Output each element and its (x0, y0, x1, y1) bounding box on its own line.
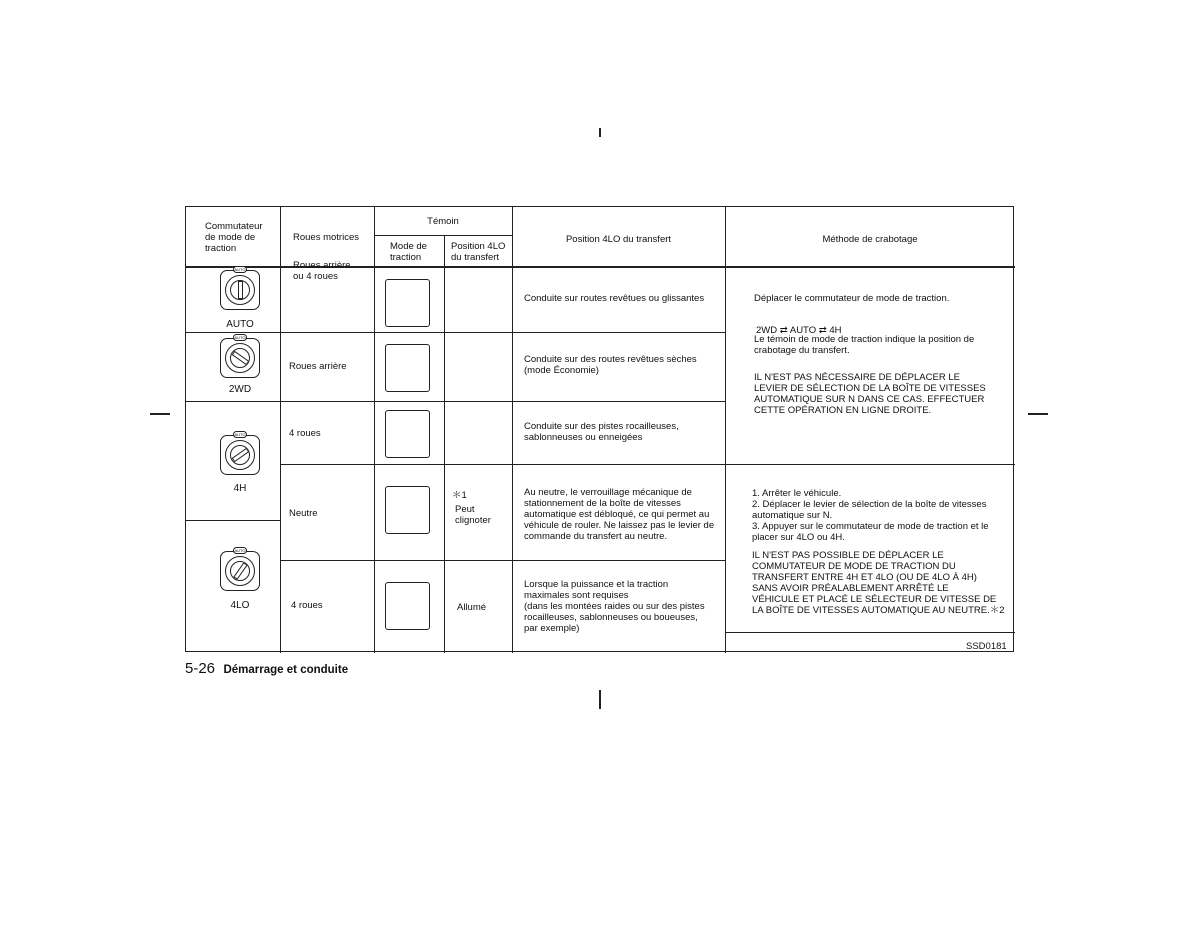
method-top-line1: Déplacer le commutateur de mode de traction. (754, 293, 950, 304)
switch-label-auto: AUTO (226, 319, 254, 330)
header-indicator: Témoin (427, 216, 459, 227)
switch-label-2wd: 2WD (228, 384, 252, 395)
wheels-row-1: Roues arrière ou 4 roues (293, 260, 351, 282)
drivetrain-indicator-icon (385, 486, 430, 534)
indicator-4lo-star: ＊1 (452, 490, 467, 501)
wheels-row-2: Roues arrière (289, 361, 347, 372)
position-row-2: Conduite sur des routes revêtues sèches (mode Économie) (524, 354, 697, 376)
crop-mark-bottom (599, 690, 601, 709)
crop-mark-right (1028, 413, 1048, 415)
wheels-row-3: 4 roues (289, 428, 321, 439)
switch-label-4h: 4H (233, 483, 247, 494)
figure-code: SSD0181 (966, 641, 1007, 652)
header-indicator-mode: Mode de traction (390, 241, 427, 263)
crop-mark-top (599, 128, 601, 137)
header-indicator-4lo: Position 4LO du transfert (451, 241, 506, 263)
footnote-star: ＊2 (989, 605, 1005, 616)
method-top-sequence: 2WD ⇄ AUTO ⇄ 4H (756, 325, 842, 336)
wheels-row-5: 4 roues (291, 600, 323, 611)
wheels-row-4: Neutre (289, 508, 318, 519)
drivetrain-indicator-icon (385, 344, 430, 392)
indicator-4lo-row-5: Allumé (457, 602, 487, 613)
traction-mode-table (185, 206, 1014, 652)
method-bottom-steps: 1. Arrêter le véhicule. 2. Déplacer le levier de sélection de la boîte de vitesses automatique sur N. 3. Appuyer sur le commutateur de mode de traction et le placer sur 4LO ou 4H. (752, 488, 989, 543)
header-wheels: Roues motrices (293, 232, 359, 243)
drivetrain-indicator-icon (385, 279, 430, 327)
switch-arrows-icon: ⇄ (779, 325, 788, 336)
page-footer (185, 660, 348, 678)
drive-mode-switch-icon: AUTO (220, 551, 260, 591)
indicator-4lo-row-4: Peut clignoter (455, 504, 491, 526)
crop-mark-left (150, 413, 170, 415)
drive-mode-switch-icon: AUTO (220, 435, 260, 475)
drivetrain-indicator-icon (385, 410, 430, 458)
method-bottom-caps: IL N'EST PAS POSSIBLE DE DÉPLACER LE COMMUTATEUR DE MODE DE TRACTION DU TRANSFERT ENTRE 4H ET 4LO (OU DE 4LO À 4H) SANS AVOIR PRÉALABLEMENT ARRÊTÉ LE VÉHICULE ET PLACÉ LE SÉLECTEUR DE VITESSE DE LA BOÎTE DE VITESSES AUTOMATIQUE AU NEUTRE.＊2 (752, 550, 1005, 616)
drivetrain-indicator-icon (385, 582, 430, 630)
position-row-5: Lorsque la puissance et la traction maximales sont requises (dans les montées raides ou sur des pistes rocailleuses, sablonneuses ou boueuses, par exemple) (524, 579, 705, 634)
position-row-4: Au neutre, le verrouillage mécanique de stationnement de la boîte de vitesses automatique est débloqué, ce qui permet au véhicule de rouler. Ne laissez pas le levier de commande du transfert au neutre. (524, 487, 715, 542)
method-top-para: Le témoin de mode de traction indique la position de crabotage du transfert. (754, 334, 975, 356)
header-switch: Commutateur de mode de traction (205, 221, 263, 254)
position-row-1: Conduite sur routes revêtues ou glissantes (524, 293, 705, 304)
header-4lo-position: Position 4LO du transfert (565, 234, 672, 245)
method-top-caps: IL N'EST PAS NÉCESSAIRE DE DÉPLACER LE LEVIER DE SÉLECTION DE LA BOÎTE DE VITESSES AUTOMATIQUE SUR N DANS CE CAS. EFFECTUER CETTE OPÉRATION EN LIGNE DROITE. (754, 372, 986, 416)
section-title: Démarrage et conduite (223, 664, 349, 676)
switch-arrows-icon: ⇄ (818, 325, 827, 336)
switch-label-4lo: 4LO (230, 600, 250, 611)
drive-mode-switch-icon: AUTO (220, 270, 260, 310)
header-method: Méthode de crabotage (822, 234, 918, 245)
drive-mode-switch-icon: AUTO (220, 338, 260, 378)
position-row-3: Conduite sur des pistes rocailleuses, sablonneuses ou enneigées (524, 421, 679, 443)
page-number: 5-26 (185, 660, 216, 677)
